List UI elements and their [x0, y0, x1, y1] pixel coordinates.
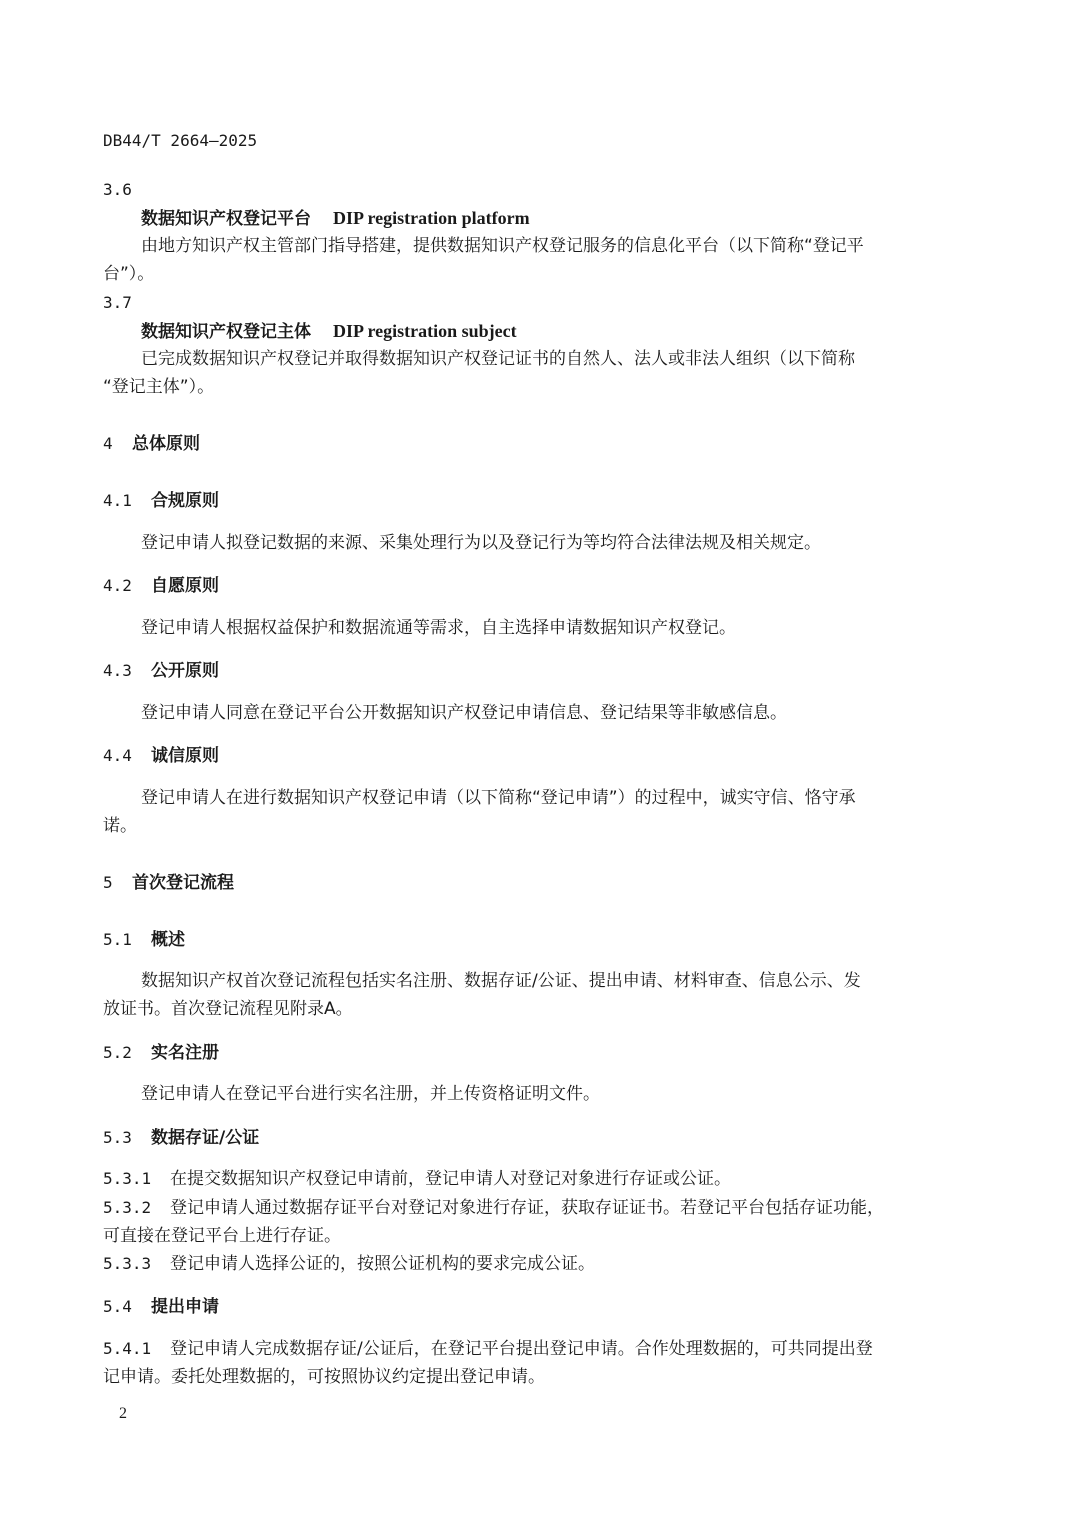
section-number: 4.3	[103, 661, 132, 680]
term-english: DIP registration subject	[333, 321, 517, 341]
paragraph: 登记申请人在进行数据知识产权登记申请（以下简称“登记申请”）的过程中，诚实守信、恪守承	[141, 788, 856, 808]
term-definition: 由地方知识产权主管部门指导搭建，提供数据知识产权登记服务的信息化平台（以下简称“登记平	[141, 236, 864, 256]
section-heading	[103, 1041, 219, 1065]
section-number: 5.2	[103, 1043, 132, 1062]
subclause-cont: 记申请。委托处理数据的，可按照协议约定提出登记申请。	[103, 1367, 545, 1387]
subclause	[103, 1337, 873, 1361]
chapter-title: 首次登记流程	[132, 873, 234, 893]
section-number: 5.1	[103, 930, 132, 949]
subclause-number: 5.3.1	[103, 1169, 152, 1188]
subclause-number: 5.3.2	[103, 1198, 152, 1217]
chapter-heading	[103, 432, 200, 456]
paragraph-cont: 放证书。首次登记流程见附录A。	[103, 999, 353, 1019]
paragraph: 数据知识产权首次登记流程包括实名注册、数据存证/公证、提出申请、材料审查、信息公示、发	[141, 971, 861, 991]
subclause-number: 5.3.3	[103, 1254, 152, 1273]
term-heading	[141, 206, 530, 231]
section-title: 诚信原则	[151, 746, 219, 766]
subclause	[103, 1252, 595, 1276]
clause-number: 3.6	[103, 180, 132, 199]
section-heading	[103, 574, 219, 598]
term-english: DIP registration platform	[333, 208, 530, 228]
term-definition: 已完成数据知识产权登记并取得数据知识产权登记证书的自然人、法人或非法人组织（以下简称	[141, 349, 855, 369]
section-title: 自愿原则	[151, 576, 219, 596]
chapter-number: 4	[103, 434, 113, 453]
section-number: 4.2	[103, 576, 132, 595]
section-heading	[103, 928, 185, 952]
subclause-number: 5.4.1	[103, 1339, 152, 1358]
section-number: 4.1	[103, 491, 132, 510]
section-title: 合规原则	[151, 491, 219, 511]
paragraph: 登记申请人在登记平台进行实名注册，并上传资格证明文件。	[141, 1084, 600, 1104]
chapter-heading	[103, 871, 234, 895]
term-chinese: 数据知识产权登记平台	[141, 209, 311, 229]
clause-number: 3.7	[103, 293, 132, 312]
chapter-title: 总体原则	[132, 434, 200, 454]
section-number: 5.3	[103, 1128, 132, 1147]
chapter-number: 5	[103, 873, 113, 892]
term-chinese: 数据知识产权登记主体	[141, 322, 311, 342]
term-heading	[141, 319, 517, 344]
section-heading	[103, 1295, 219, 1319]
paragraph: 登记申请人根据权益保护和数据流通等需求，自主选择申请数据知识产权登记。	[141, 618, 736, 638]
paragraph: 登记申请人拟登记数据的来源、采集处理行为以及登记行为等均符合法律法规及相关规定。	[141, 533, 821, 553]
section-number: 4.4	[103, 746, 132, 765]
section-title: 公开原则	[151, 661, 219, 681]
section-title: 数据存证/公证	[151, 1128, 260, 1148]
page-number: 2	[119, 1405, 127, 1422]
paragraph-cont: 诺。	[103, 816, 137, 836]
section-heading	[103, 659, 219, 683]
section-heading	[103, 1126, 259, 1150]
section-title: 实名注册	[151, 1043, 219, 1063]
term-definition-cont: 台”）。	[103, 264, 155, 284]
subclause	[103, 1167, 731, 1191]
document-code: DB44/T 2664—2025	[103, 131, 258, 150]
subclause-text: 登记申请人选择公证的，按照公证机构的要求完成公证。	[170, 1254, 595, 1274]
subclause-text: 登记申请人完成数据存证/公证后，在登记平台提出登记申请。合作处理数据的，可共同提出登	[170, 1339, 873, 1359]
subclause	[103, 1196, 884, 1220]
term-definition-cont: “登记主体”）。	[103, 377, 215, 397]
subclause-text: 登记申请人通过数据存证平台对登记对象进行存证，获取存证证书。若登记平台包括存证功能，	[170, 1198, 884, 1218]
subclause-text: 在提交数据知识产权登记申请前，登记申请人对登记对象进行存证或公证。	[170, 1169, 731, 1189]
subclause-cont: 可直接在登记平台上进行存证。	[103, 1226, 341, 1246]
section-title: 概述	[151, 930, 185, 950]
section-heading	[103, 489, 219, 513]
section-number: 5.4	[103, 1297, 132, 1316]
section-heading	[103, 744, 219, 768]
paragraph: 登记申请人同意在登记平台公开数据知识产权登记申请信息、登记结果等非敏感信息。	[141, 703, 787, 723]
section-title: 提出申请	[151, 1297, 219, 1317]
